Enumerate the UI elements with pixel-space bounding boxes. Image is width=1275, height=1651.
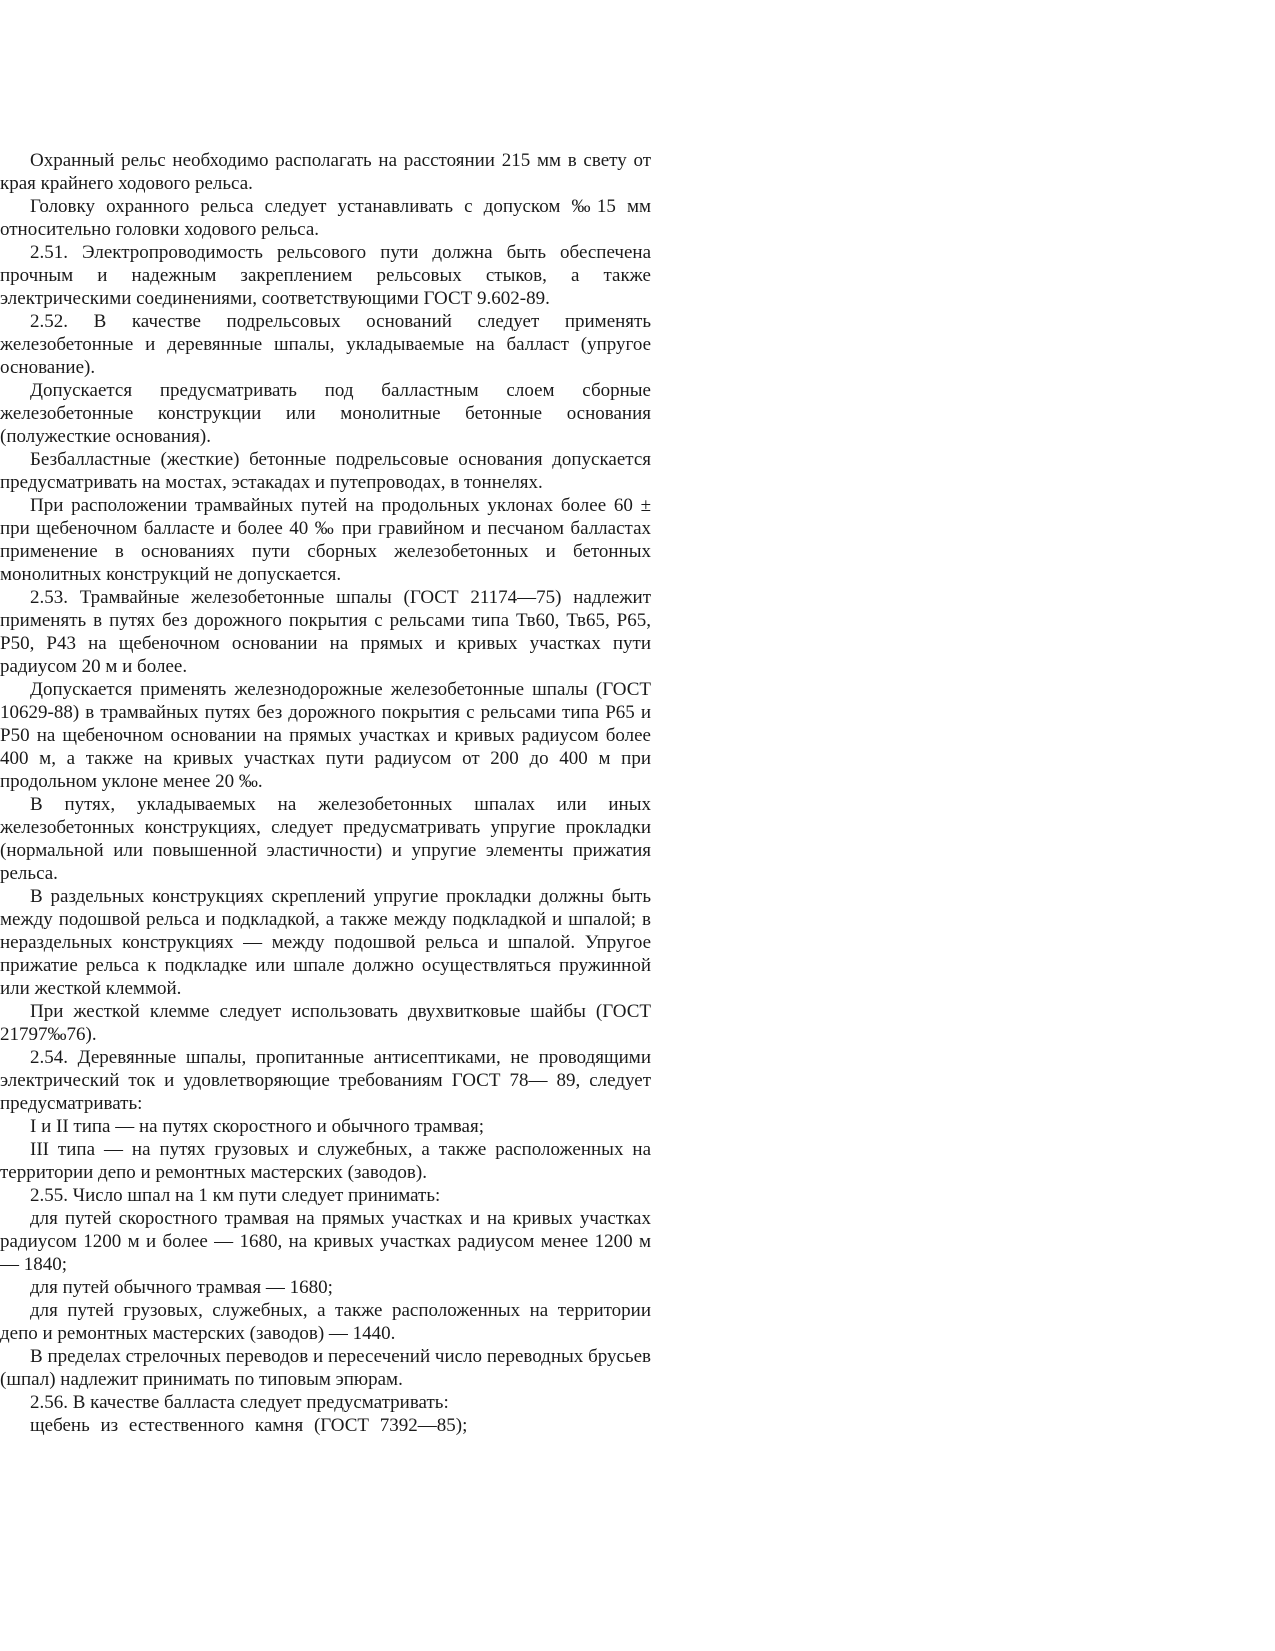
paragraph-guard-rail-head: Головку охранного рельса следует устанавливать с допуском ‰15 мм относительно головки ходового рельса. [0,196,651,240]
paragraph-2-52: 2.52. В качестве подрельсовых оснований следует применять железобетонные и деревянные шпалы, укладываемые на балласт (упругое основание). [0,311,651,378]
paragraph-guard-rail-distance: Охранный рельс необходимо располагать на расстоянии 215 мм в свету от края крайнего ходового рельса. [0,150,651,194]
paragraph-2-55: 2.55. Число шпал на 1 км пути следует принимать: [30,1185,441,1206]
paragraph-fastening-designs: В раздельных конструкциях скреплений упругие прокладки должны быть между подошвой рельса и подкладкой, а также между подкладкой и шпалой; в нераздельных конструкциях — между подошвой рельса и шпалой. Упругое прижатие рельса к подкладке или шпале должно осуществляться пружинной или жесткой клеммой. [0,886,651,999]
paragraph-2-56: 2.56. В качестве балласта следует предусматривать: [30,1392,449,1413]
paragraph-type-3: III типа — на путях грузовых и служебных, а также расположенных на территории депо и ремонтных мастерских (заводов). [0,1139,651,1183]
paragraph-ballastless-bases: Безбалластные (жесткие) бетонные подрельсовые основания допускается предусматривать на мостах, эстакадах и путепроводах, в тоннелях. [0,449,651,493]
paragraph-high-speed-tram: для путей скоростного трамвая на прямых участках и на кривых участках радиусом 1200 м и более — 1680, на кривых участках радиусом менее 1200 м — 1840; [0,1208,651,1275]
paragraph-switches: В пределах стрелочных переводов и пересечений число переводных брусьев (шпал) надлежит принимать по типовым эпюрам. [0,1346,651,1390]
paragraph-railway-sleepers: Допускается применять железнодорожные железобетонные шпалы (ГОСТ 10629-88) в трамвайных путях без дорожного покрытия с рельсами типа Р65 и Р50 на щебеночном основании на прямых участках и кривых радиусом более 400 м, а также на кривых участках пути радиусом от 200 до 400 м при продольном уклоне менее 20 ‰. [0,679,651,792]
paragraph-type-1-2: I и II типа — на путях скоростного и обычного трамвая; [30,1116,484,1137]
document-page [0,149,651,1437]
paragraph-2-54: 2.54. Деревянные шпалы, пропитанные антисептиками, не проводящими электрический ток и удовлетворяющие требованиям ГОСТ 78— 89, следует предусматривать: [0,1047,651,1114]
paragraph-slopes: При расположении трамвайных путей на продольных уклонах более 60 ± при щебеночном балласте и более 40 ‰ при гравийном и песчаном балластах применение в основаниях пути сборных железобетонных и бетонных монолитных конструкций не допускается. [0,495,651,585]
paragraph-crushed-stone: щебень из естественного камня (ГОСТ 7392—85); [30,1415,468,1436]
paragraph-regular-tram: для путей обычного трамвая — 1680; [30,1277,333,1298]
paragraph-elastic-pads: В путях, укладываемых на железобетонных шпалах или иных железобетонных конструкциях, следует предусматривать упругие прокладки (нормальной или повышенной эластичности) и упругие элементы прижатия рельса. [0,794,651,884]
paragraph-freight-tracks: для путей грузовых, служебных, а также расположенных на территории депо и ремонтных мастерских (заводов) — 1440. [0,1300,651,1344]
paragraph-2-51: 2.51. Электропроводимость рельсового пути должна быть обеспечена прочным и надежным закреплением рельсовых стыков, а также электрическими соединениями, соответствующими ГОСТ 9.602-89. [0,242,651,309]
paragraph-semi-rigid-bases: Допускается предусматривать под балластным слоем сборные железобетонные конструкции или монолитные бетонные основания (полужесткие основания). [0,380,651,447]
paragraph-rigid-clamp: При жесткой клемме следует использовать двухвитковые шайбы (ГОСТ 21797‰76). [0,1001,651,1045]
paragraph-2-53: 2.53. Трамвайные железобетонные шпалы (ГОСТ 21174—75) надлежит применять в путях без дорожного покрытия с рельсами типа Тв60, Тв65, Р65, Р50, Р43 на щебеночном основании на прямых и кривых участках пути радиусом 20 м и более. [0,587,651,677]
